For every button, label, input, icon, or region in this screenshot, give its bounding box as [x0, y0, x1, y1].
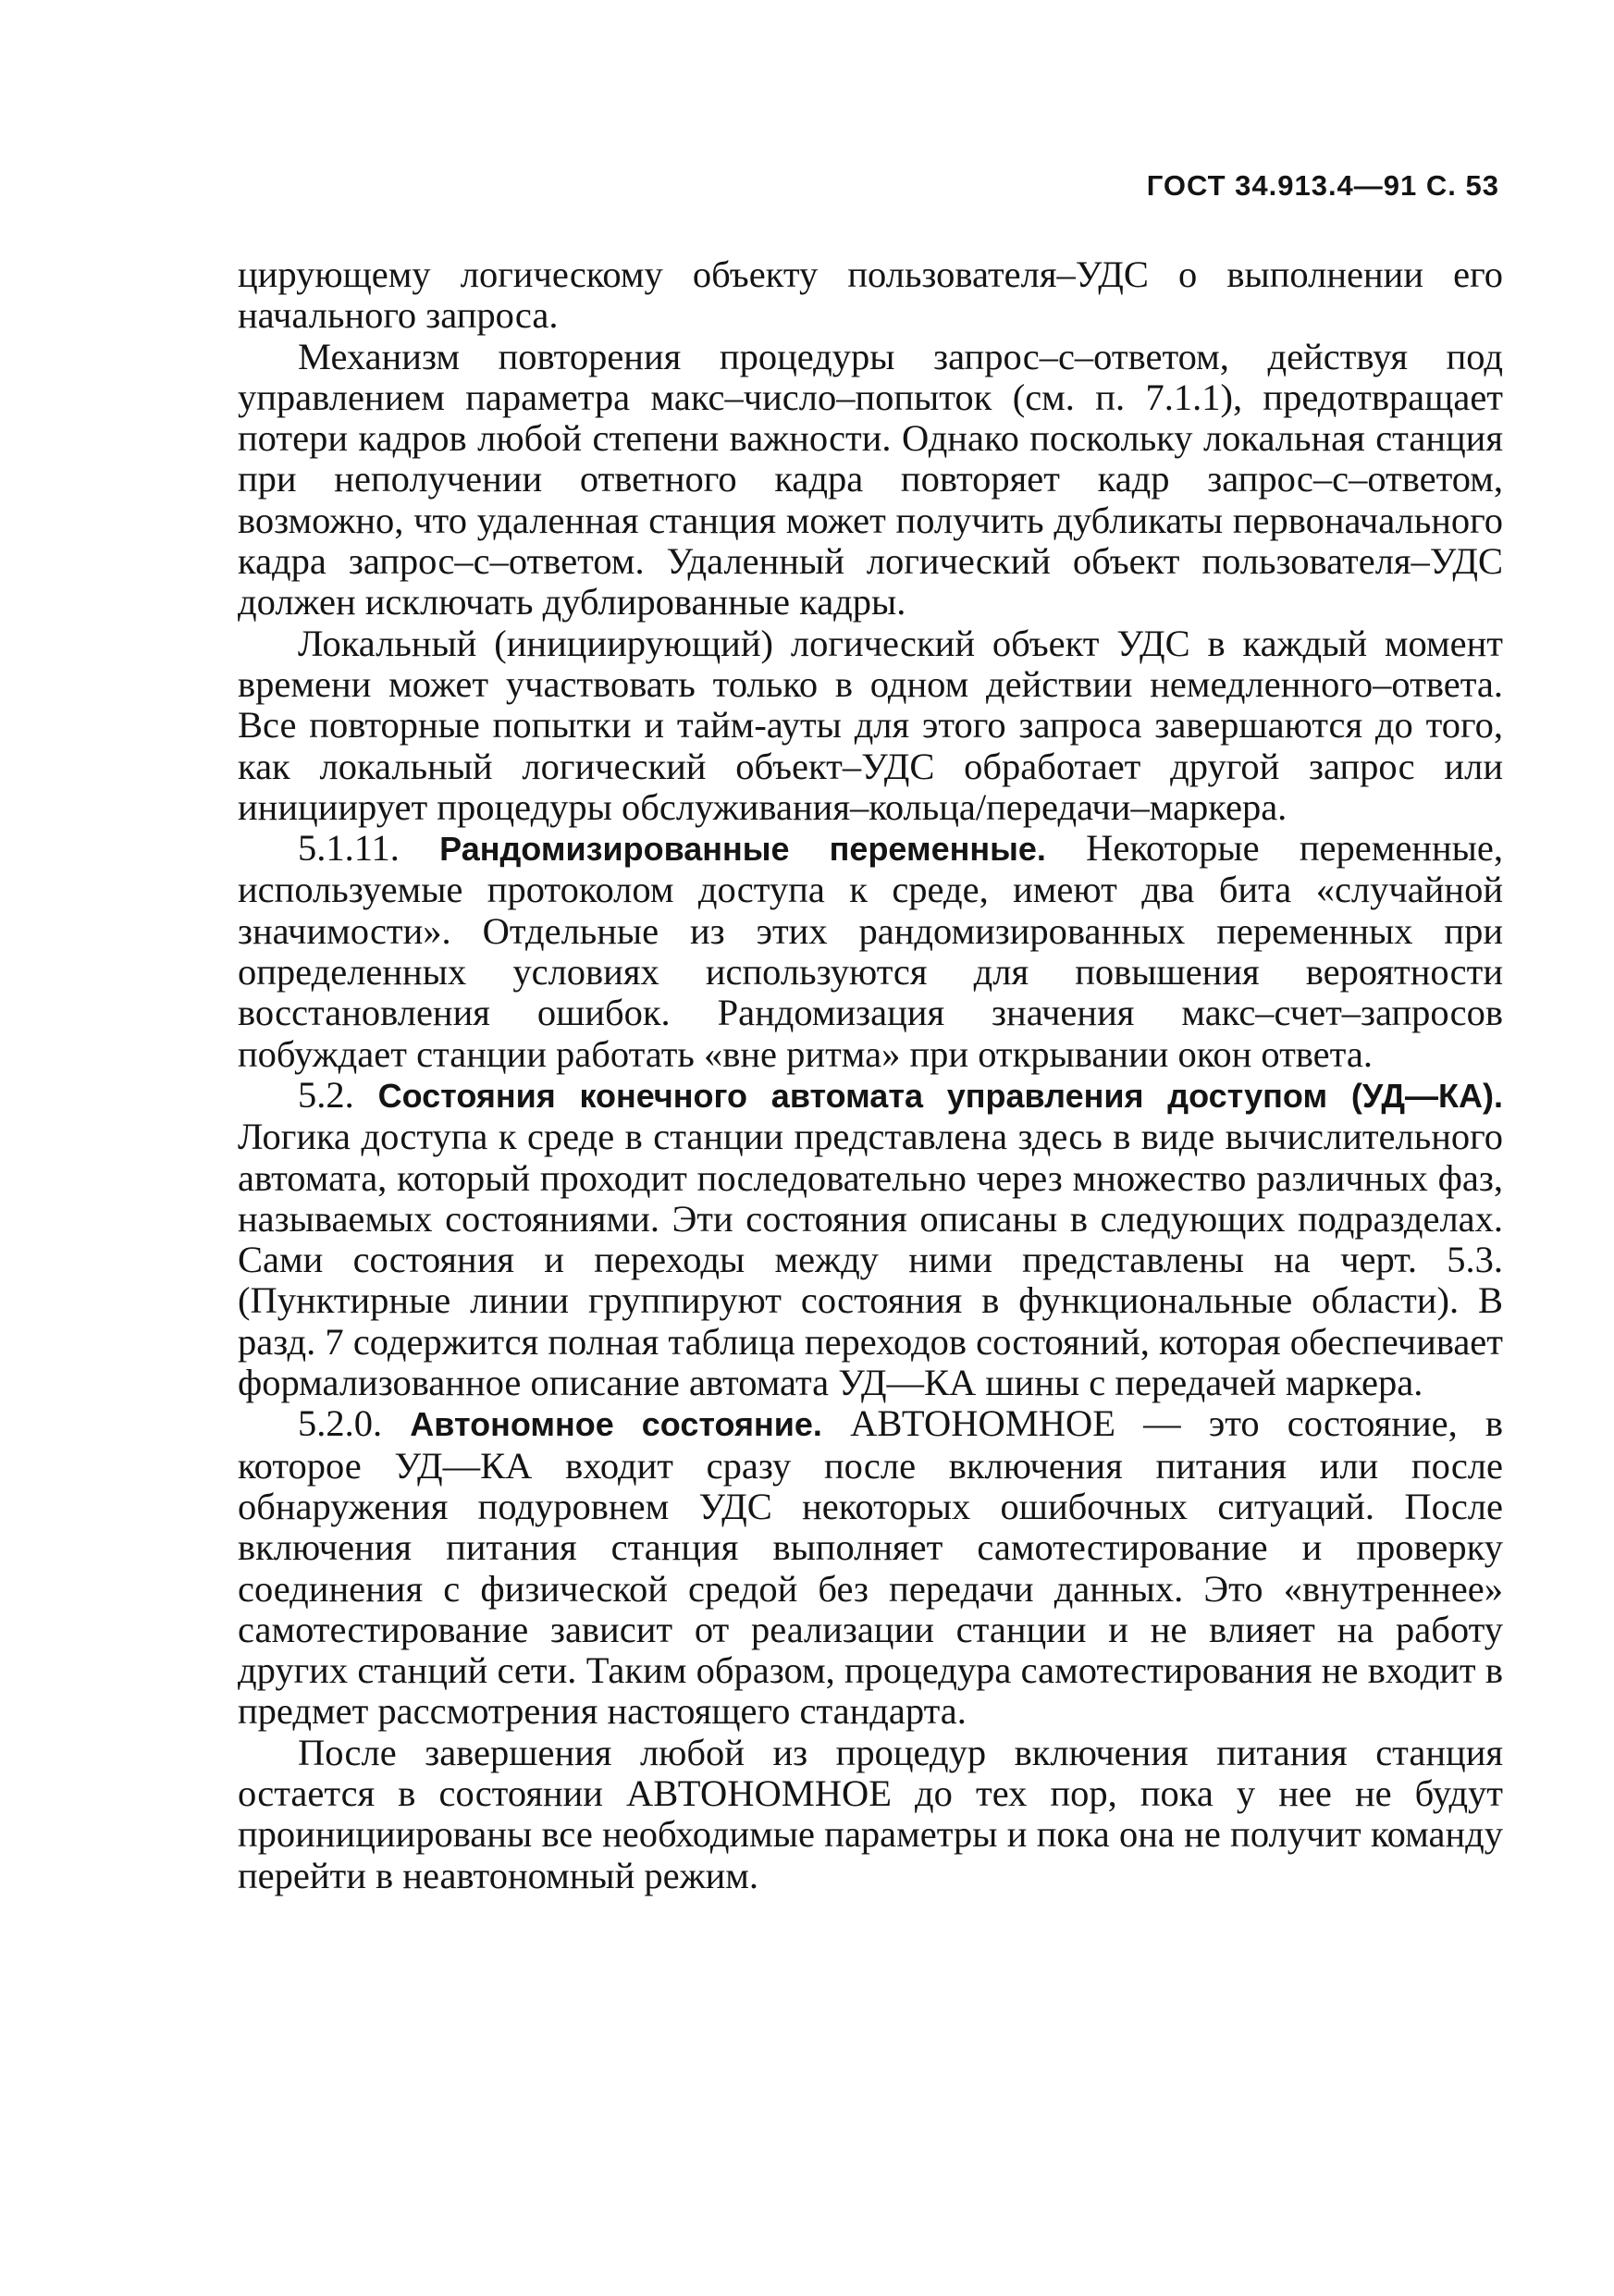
section-heading: Рандомизированные переменные.	[439, 830, 1046, 869]
document-body	[238, 254, 1503, 1896]
section-text: АВТОНОМНОЕ — это состояние, в которое УД—КА входит сразу после включения питания или после обнаружения подуровнем УДС некоторых ошибочных ситуаций. После включения питания станция выполняет самотестирование и проверку соединения с физической средой без передачи данных. Это «внутреннее» самотестирование зависит от реализации станции и не влияет на работу других станций сети. Таким образом, процедура самотестирования не входит в предмет рассмотрения настоящего стандарта.	[238, 1402, 1504, 1733]
section-number: 5.1.11.	[298, 827, 400, 870]
section-5-1-11	[238, 828, 1503, 1075]
section-5-2	[238, 1075, 1503, 1403]
paragraph-continuation: цирующему логическому объекту пользователя–УДС о выполнении его начального запроса.	[238, 253, 1503, 337]
paragraph-local-object: Локальный (инициирующий) логический объект УДС в каждый момент времени может участвовать только в одном действии немедленного–ответа. Все повторные попытки и тайм-ауты для этого запроса завершаются до того, как локальный логический объект–УДС обработает другой запрос или инициирует процедуры обслуживания–кольца/передачи–маркера.	[238, 622, 1503, 828]
section-5-2-0	[238, 1403, 1503, 1732]
section-heading: Состояния конечного автомата управления доступом (УД—КА).	[377, 1076, 1503, 1115]
paragraph-request-repeat: Механизм повторения процедуры запрос–с–ответом, действуя под управлением параметра макс–число–попыток (см. п. 7.1.1), предотвращает потери кадров любой степени важности. Однако поскольку локальная станция при неполучении ответного кадра повторяет кадр запрос–с–ответом, возможно, что удаленная станция может получить дубликаты первоначального кадра запрос–с–ответом. Удаленный логический объект пользователя–УДС должен исключать дублированные кадры.	[238, 335, 1503, 623]
page-header: ГОСТ 34.913.4—91 С. 53	[1146, 169, 1499, 202]
section-number: 5.2.	[298, 1073, 354, 1116]
section-text: Некоторые переменные, используемые протоколом доступа к среде, имеют два бита «случайной значимости». Отдельные из этих рандомизированных переменных при определенных условиях используются для повышения вероятности восстановления ошибок. Рандомизация значения макс–счет–запросов побуждает станции работать «вне ритма» при открывании окон ответа.	[238, 827, 1503, 1075]
section-text: Логика доступа к среде в станции представлена здесь в виде вычислительного автомата, который проходит последовательно через множество различных фаз, называемых состояниями. Эти состояния описаны в следующих подразделах. Сами состояния и переходы между ними представлены на черт. 5.3. (Пунктирные линии группируют состояния в функциональные области). В разд. 7 содержится полная таблица переходов состояний, которая обеспечивает формализованное описание автомата УД—КА шины с передачей маркера.	[238, 1116, 1503, 1404]
paragraph-power-on: После завершения любой из процедур включения питания станция остается в состоянии АВТОНОМНОЕ до тех пор, пока у нее не будут проинициированы все необходимые параметры и пока она не получит команду перейти в неавтономный режим.	[238, 1731, 1503, 1896]
section-number: 5.2.0.	[298, 1402, 383, 1445]
section-heading: Автономное состояние.	[410, 1405, 822, 1444]
